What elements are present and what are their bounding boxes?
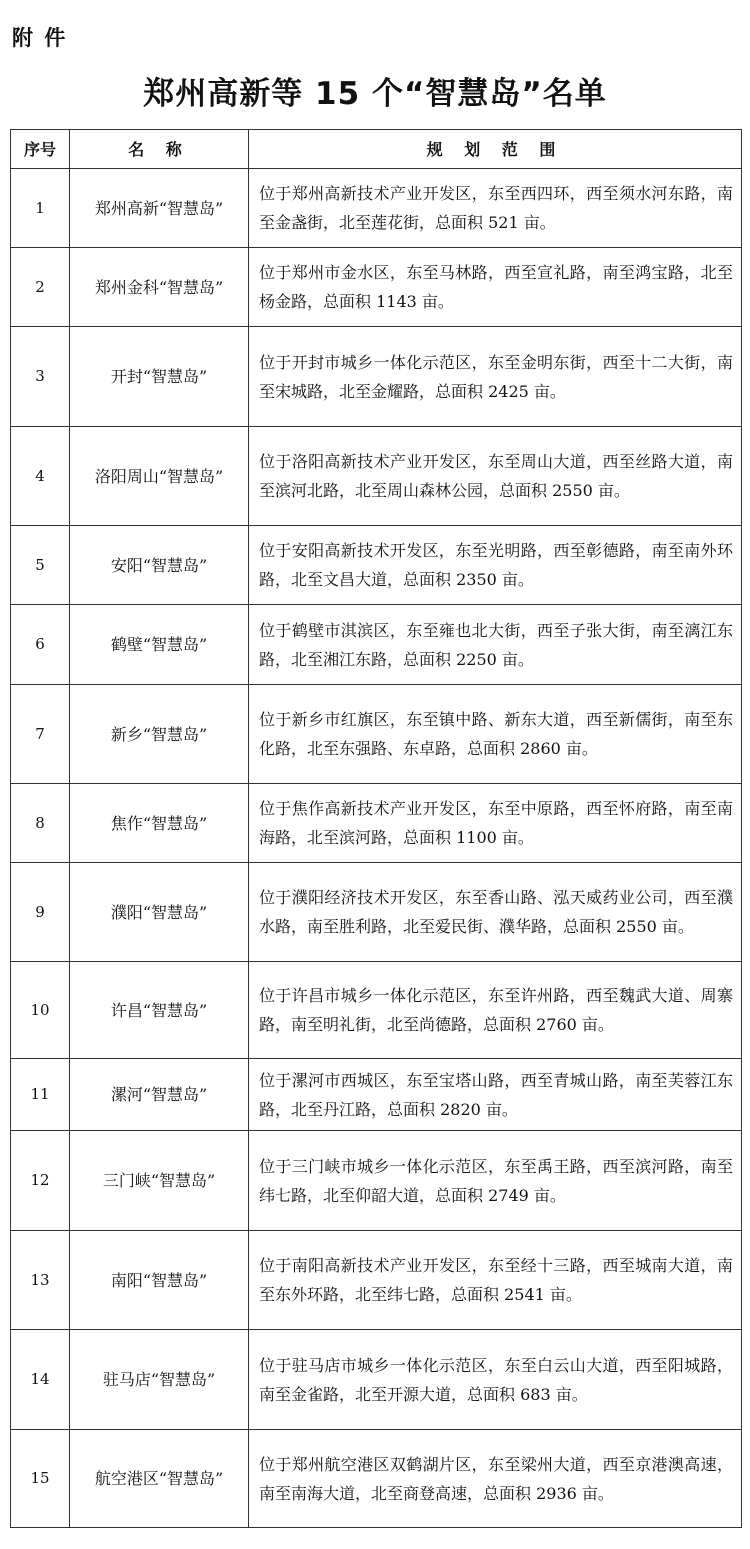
table-row (11, 427, 742, 526)
row-scope: 位于驻马店市城乡一体化示范区，东至白云山大道，西至阳城路，南至金雀路，北至开源大道，总面积 683 亩。 (249, 1330, 742, 1430)
row-name: 三门峡“智慧岛” (70, 1131, 249, 1231)
row-scope: 位于郑州市金水区，东至马林路，西至宣礼路，南至鸿宝路，北至杨金路，总面积 1143 亩。 (249, 248, 742, 327)
table-row (11, 1131, 742, 1231)
row-name: 焦作“智慧岛” (70, 784, 249, 863)
row-name: 南阳“智慧岛” (70, 1231, 249, 1330)
row-seq: 12 (11, 1131, 70, 1231)
table-row (11, 1059, 742, 1131)
table-row (11, 1430, 742, 1528)
row-seq: 15 (11, 1430, 70, 1528)
row-scope: 位于洛阳高新技术产业开发区，东至周山大道，西至丝路大道，南至滨河北路，北至周山森林公园，总面积 2550 亩。 (249, 427, 742, 526)
row-seq: 13 (11, 1231, 70, 1330)
row-seq: 10 (11, 962, 70, 1059)
row-scope: 位于安阳高新技术开发区，东至光明路，西至彰德路，南至南外环路，北至文昌大道，总面积 2350 亩。 (249, 526, 742, 605)
table-row (11, 863, 742, 962)
row-seq: 7 (11, 685, 70, 784)
row-name: 鹤壁“智慧岛” (70, 605, 249, 685)
row-name: 郑州高新“智慧岛” (70, 169, 249, 248)
row-scope: 位于开封市城乡一体化示范区，东至金明东街，西至十二大街，南至宋城路，北至金耀路，总面积 2425 亩。 (249, 327, 742, 427)
table-row (11, 169, 742, 248)
row-seq: 3 (11, 327, 70, 427)
annex-label: 附 件 (12, 26, 68, 50)
row-name: 安阳“智慧岛” (70, 526, 249, 605)
row-scope: 位于三门峡市城乡一体化示范区，东至禹王路，西至滨河路，南至纬七路，北至仰韶大道，总面积 2749 亩。 (249, 1131, 742, 1231)
row-scope: 位于新乡市红旗区，东至镇中路、新东大道，西至新儒街，南至东化路，北至东强路、东卓路，总面积 2860 亩。 (249, 685, 742, 784)
table-row (11, 784, 742, 863)
row-seq: 11 (11, 1059, 70, 1131)
table-header-row (11, 130, 742, 169)
row-seq: 6 (11, 605, 70, 685)
row-name: 航空港区“智慧岛” (70, 1430, 249, 1528)
row-scope: 位于郑州航空港区双鹤湖片区，东至梁州大道，西至京港澳高速，南至南海大道，北至商登高速，总面积 2936 亩。 (249, 1430, 742, 1528)
row-scope: 位于漯河市西城区，东至宝塔山路，西至青城山路，南至芙蓉江东路，北至丹江路，总面积 2820 亩。 (249, 1059, 742, 1131)
table-row (11, 685, 742, 784)
row-scope: 位于焦作高新技术产业开发区，东至中原路，西至怀府路，南至南海路，北至滨河路，总面积 1100 亩。 (249, 784, 742, 863)
row-scope: 位于南阳高新技术产业开发区，东至经十三路，西至城南大道，南至东外环路，北至纬七路，总面积 2541 亩。 (249, 1231, 742, 1330)
row-name: 开封“智慧岛” (70, 327, 249, 427)
header-scope: 规 划 范 围 (249, 130, 742, 169)
row-name: 郑州金科“智慧岛” (70, 248, 249, 327)
row-seq: 1 (11, 169, 70, 248)
row-scope: 位于许昌市城乡一体化示范区，东至许州路，西至魏武大道、周寨路，南至明礼街，北至尚德路，总面积 2760 亩。 (249, 962, 742, 1059)
row-seq: 4 (11, 427, 70, 526)
row-name: 漯河“智慧岛” (70, 1059, 249, 1131)
header-seq: 序号 (11, 130, 70, 169)
table-row (11, 1330, 742, 1430)
row-seq: 8 (11, 784, 70, 863)
smart-island-table (10, 129, 742, 1528)
row-seq: 9 (11, 863, 70, 962)
row-seq: 2 (11, 248, 70, 327)
row-name: 驻马店“智慧岛” (70, 1330, 249, 1430)
table-row (11, 248, 742, 327)
row-name: 许昌“智慧岛” (70, 962, 249, 1059)
table-row (11, 962, 742, 1059)
row-name: 洛阳周山“智慧岛” (70, 427, 249, 526)
row-scope: 位于郑州高新技术产业开发区，东至西四环，西至须水河东路，南至金盏街，北至莲花街，总面积 521 亩。 (249, 169, 742, 248)
table-row (11, 526, 742, 605)
page-title: 郑州高新等 15 个“智慧岛”名单 (143, 76, 607, 112)
table-row (11, 1231, 742, 1330)
row-seq: 5 (11, 526, 70, 605)
header-name: 名 称 (70, 130, 249, 169)
row-name: 新乡“智慧岛” (70, 685, 249, 784)
table-row (11, 327, 742, 427)
row-name: 濮阳“智慧岛” (70, 863, 249, 962)
table-row (11, 605, 742, 685)
row-scope: 位于濮阳经济技术开发区，东至香山路、泓天威药业公司，西至濮水路，南至胜利路，北至爱民街、濮华路，总面积 2550 亩。 (249, 863, 742, 962)
row-seq: 14 (11, 1330, 70, 1430)
row-scope: 位于鹤壁市淇滨区，东至雍也北大街，西至子张大街，南至漓江东路，北至湘江东路，总面积 2250 亩。 (249, 605, 742, 685)
